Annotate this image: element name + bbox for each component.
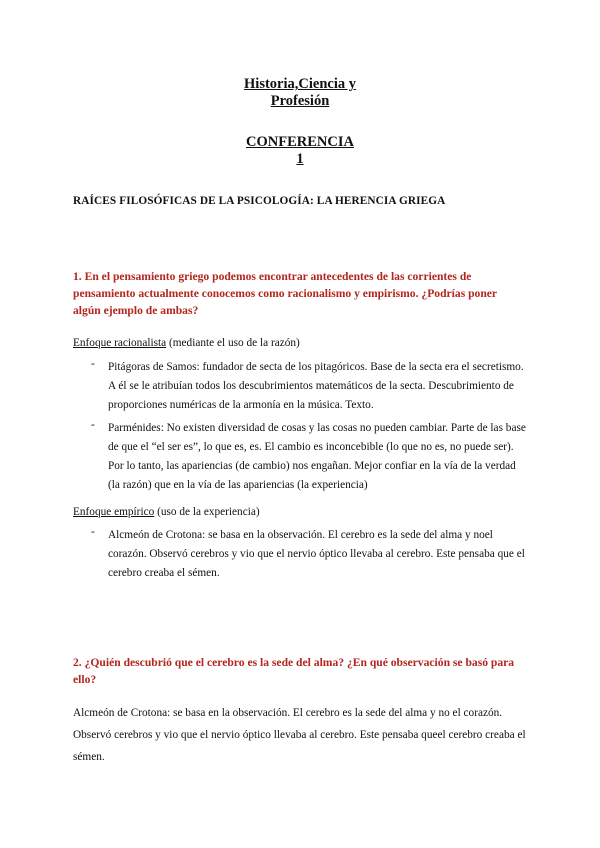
document-title <box>0 76 600 110</box>
bullet-marker: - <box>91 358 95 370</box>
question-2: 2. ¿Quién descubrió que el cerebro es la sede del alma? ¿En qué observación se basó para ello? <box>73 656 515 686</box>
rational-bullet-parmenides: Parménides: No existen diversidad de cosas y las cosas no pueden cambiar. Parte de las base de que el “el ser es”, lo que es, es. El cambio es inconcebible (lo que no es, no puede ser). Por lo tanto, las apariencias (de cambio) nos engañan. Mejor confiar en la vía de la verdad (la razón) que en la vía de las apariencias (la experiencia) <box>108 422 526 491</box>
section-heading: RAÍCES FILOSÓFICAS DE LA PSICOLOGÍA: LA HERENCIA GRIEGA <box>73 195 446 207</box>
empirical-approach-heading <box>73 504 260 520</box>
empirical-bullet-alcmeon: Alcmeón de Crotona: se basa en la observación. El cerebro es la sede del alma y noel corazón. Observó cerebros y vio que el nervio óptico llevaba al cerebro. Este pensaba que el cerebro creaba el sémen. <box>108 529 525 579</box>
question-1: 1. En el pensamiento griego podemos encontrar antecedentes de las corrientes de pensamiento actualmente conocemos como racionalismo y empirismo. ¿Podrías poner algún ejemplo de ambas? <box>73 270 497 317</box>
rational-approach-note: (mediante el uso de la razón) <box>166 337 300 349</box>
bullet-marker: - <box>91 526 95 538</box>
rational-approach-label: Enfoque racionalista <box>73 337 167 349</box>
bullet-marker: - <box>91 419 95 431</box>
conference-line-1: CONFERENCIA <box>246 134 354 150</box>
conference-title <box>0 134 600 168</box>
answer-2: Alcmeón de Crotona: se basa en la observación. El cerebro es la sede del alma y no el corazón. Observó cerebros y vio que el nervio óptico llevaba al cerebro. Este pensaba queel cerebro creaba el sémen. <box>73 707 526 763</box>
conference-line-2: 1 <box>296 151 304 167</box>
empirical-approach-label: Enfoque empírico <box>73 506 155 518</box>
rational-approach-heading <box>73 335 300 351</box>
empirical-approach-note: (uso de la experiencia) <box>154 506 260 518</box>
title-line-2: Profesión <box>270 93 330 109</box>
rational-bullet-pitagoras: Pitágoras de Samos: fundador de secta de los pitagóricos. Base de la secta era el secretismo. A él se le atribuían todos los descubrimientos matemáticos de la secta. Descubrimiento de proporciones numéricas de la armonía en la música. Texto. <box>108 361 524 411</box>
title-line-1: Historia,Ciencia y <box>244 76 356 92</box>
